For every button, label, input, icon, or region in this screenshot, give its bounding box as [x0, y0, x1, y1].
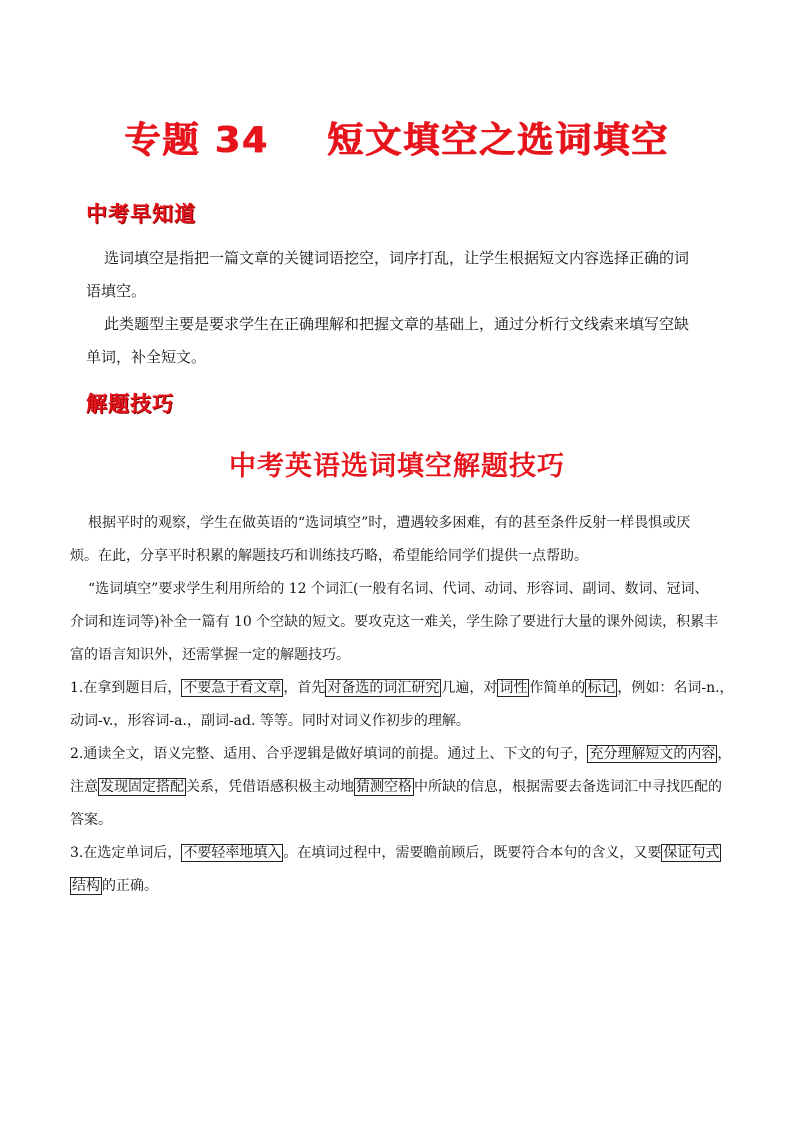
page-title: 专题 34 短文填空之选词填空 [124, 120, 670, 161]
boxed-phrase: 词性 [499, 680, 528, 696]
boxed-phrase: 标记 [587, 680, 616, 696]
tip-text: ， [717, 746, 732, 762]
tip-2-line [70, 736, 732, 769]
tip-text: 1.在拿到题目后， [70, 680, 182, 696]
overview-paragraph [86, 242, 726, 374]
boxed-phrase: 发现固定搭配 [100, 779, 184, 795]
boxed-phrase: 结构 [72, 878, 100, 894]
tip-2-line [70, 769, 726, 802]
section-heading-overview: 中考早知道 [86, 202, 196, 226]
text-line: 动词-v.，形容词-a.，副词-ad. 等等。同时对词义作初步的理解。 [70, 713, 470, 729]
tip-text: 3.在选定单词后， [70, 845, 182, 861]
tip-text: 关系，凭借语感积极主动地 [186, 779, 354, 795]
text-line: 选词填空是指把一篇文章的关键词语挖空，词序打乱，让学生根据短文内容选择正确的词 [104, 249, 690, 267]
section-heading-tips: 解题技巧 [86, 392, 174, 416]
text-line: “选词填空”要求学生利用所给的 12 个词汇(一般有名词、代词、动词、形容词、副词、数词、冠词、 [88, 581, 709, 597]
tip-text: 注意 [70, 779, 98, 795]
boxed-phrase: 对备选的词汇研究 [327, 680, 440, 696]
text-line: 单词，补全短文。 [86, 348, 207, 366]
boxed-phrase: 不要急于看文章 [183, 680, 282, 696]
tip-text: 中所缺的信息，根据需要去备选词汇中寻找匹配的 [414, 779, 722, 795]
tip-text: 。在填词过程中，需要瞻前顾后，既要符合本句的含义，又要 [283, 845, 662, 861]
tip-text: 作简单的 [529, 680, 586, 696]
boxed-phrase: 保证句式 [663, 845, 720, 861]
text-line: 富的语言知识外，还需掌握一定的解题技巧。 [70, 647, 350, 663]
text-line: 介词和连词等)补全一篇有 10 个空缺的短文。要攻克这一难关，学生除了要进行大量的课外阅读，积累丰 [70, 614, 719, 630]
tip-text: 几遍，对 [441, 680, 498, 696]
text-line: 此类题型主要是要求学生在正确理解和把握文章的基础上，通过分析行文线索来填写空缺 [104, 315, 690, 333]
tip-3-line [70, 868, 726, 901]
tip-3-line [70, 835, 726, 868]
text-line: 根据平时的观察，学生在做英语的“选词填空”时，遭遇较多困难，有的甚至条件反射一样畏惧或厌 [88, 515, 691, 531]
tip-1-line [70, 670, 734, 703]
tip-text: 的正确。 [102, 878, 158, 894]
article-body [70, 505, 734, 901]
boxed-phrase: 充分理解短文的内容 [589, 746, 716, 762]
text-line: 语填空。 [86, 282, 147, 300]
text-line: 烦。在此，分享平时积累的解题技巧和训练技巧略，希望能给同学们提供一点帮助。 [70, 548, 588, 564]
boxed-phrase: 猜测空格 [356, 779, 412, 795]
article-title: 中考英语选词填空解题技巧 [229, 451, 565, 482]
tip-text: ，首先 [283, 680, 326, 696]
tip-text: ，例如：名词-n.， [617, 680, 734, 696]
tip-text: 2.通读全文，语义完整、适用、合乎逻辑是做好填词的前提。通过上、下文的句子， [70, 746, 588, 762]
boxed-phrase: 不要轻率地填入 [183, 845, 282, 861]
text-line: 答案。 [70, 812, 112, 828]
